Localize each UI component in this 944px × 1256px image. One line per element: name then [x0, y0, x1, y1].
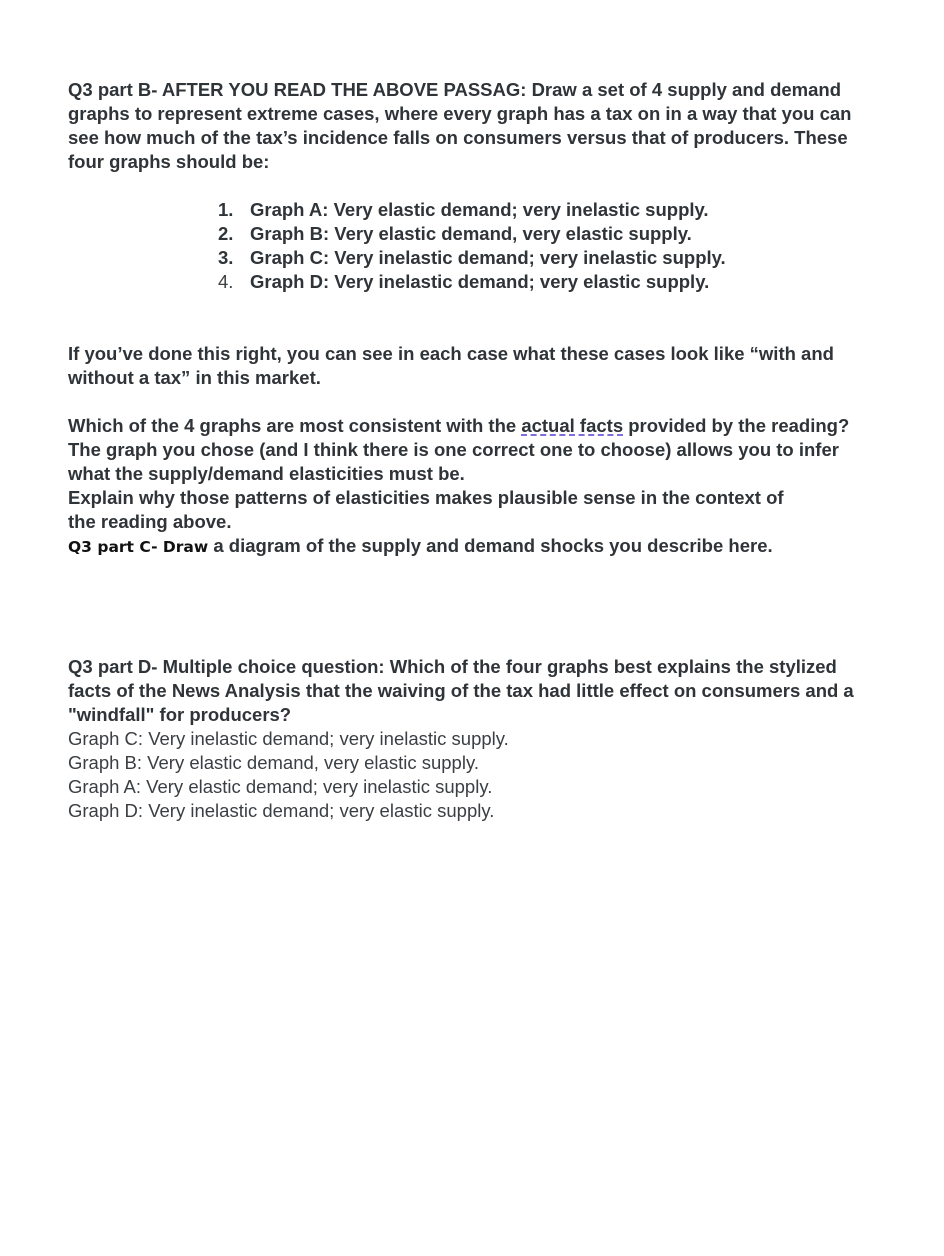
- answer-choice: Graph B: Very elastic demand, very elastic supply.: [68, 752, 479, 773]
- answer-choice: Graph A: Very elastic demand; very inelastic supply.: [68, 776, 493, 797]
- explain-line-2: the reading above.: [68, 511, 232, 532]
- list-item: [218, 270, 868, 294]
- list-text: Graph C: Very inelastic demand; very inelastic supply.: [250, 247, 726, 268]
- which-graph-question: [68, 414, 868, 438]
- part-c-lead: Q3 part C- Draw: [68, 538, 209, 556]
- list-number: 1.: [218, 199, 234, 220]
- part-d-question: Q3 part D- Multiple choice question: Which of the four graphs best explains the stylized facts of the News Analysis that the waiving of the tax had little effect on consumers and a "windfall" for producers?: [68, 656, 854, 725]
- which-post: provided by the reading?: [623, 415, 850, 436]
- part-b-intro: Q3 part B- AFTER YOU READ THE ABOVE PASSAG: Draw a set of 4 supply and demand graphs to represent extreme cases, where every graph has a tax on in a way that you can see how much of the tax’s incidence falls on consumers versus that of producers. These four graphs should be:: [68, 79, 852, 172]
- which-pre: Which of the 4 graphs are most consistent with the: [68, 415, 522, 436]
- list-item: [218, 222, 868, 246]
- actual-facts-link[interactable]: actual facts: [521, 415, 624, 436]
- graph-list: [68, 198, 868, 294]
- answer-choice: Graph C: Very inelastic demand; very inelastic supply.: [68, 728, 509, 749]
- infer-paragraph: The graph you chose (and I think there is one correct one to choose) allows you to infer what the supply/demand elasticities must be.: [68, 439, 839, 484]
- explain-line-1: Explain why those patterns of elasticities makes plausible sense in the context of: [68, 487, 784, 508]
- list-text: Graph D: Very inelastic demand; very elastic supply.: [250, 271, 710, 292]
- list-item: [218, 246, 868, 270]
- with-without-paragraph: If you’ve done this right, you can see in each case what these cases look like “with and without a tax” in this market.: [68, 343, 834, 388]
- list-number: 4.: [218, 271, 234, 292]
- part-c-heading: [68, 534, 868, 559]
- document-page: [68, 78, 868, 823]
- list-number: 3.: [218, 247, 234, 268]
- part-c-rest: a diagram of the supply and demand shocks you describe here.: [208, 535, 773, 556]
- answer-choice: Graph D: Very inelastic demand; very elastic supply.: [68, 800, 495, 821]
- list-number: 2.: [218, 223, 234, 244]
- list-item: [218, 198, 868, 222]
- list-text: Graph B: Very elastic demand, very elastic supply.: [250, 223, 692, 244]
- list-text: Graph A: Very elastic demand; very inelastic supply.: [250, 199, 709, 220]
